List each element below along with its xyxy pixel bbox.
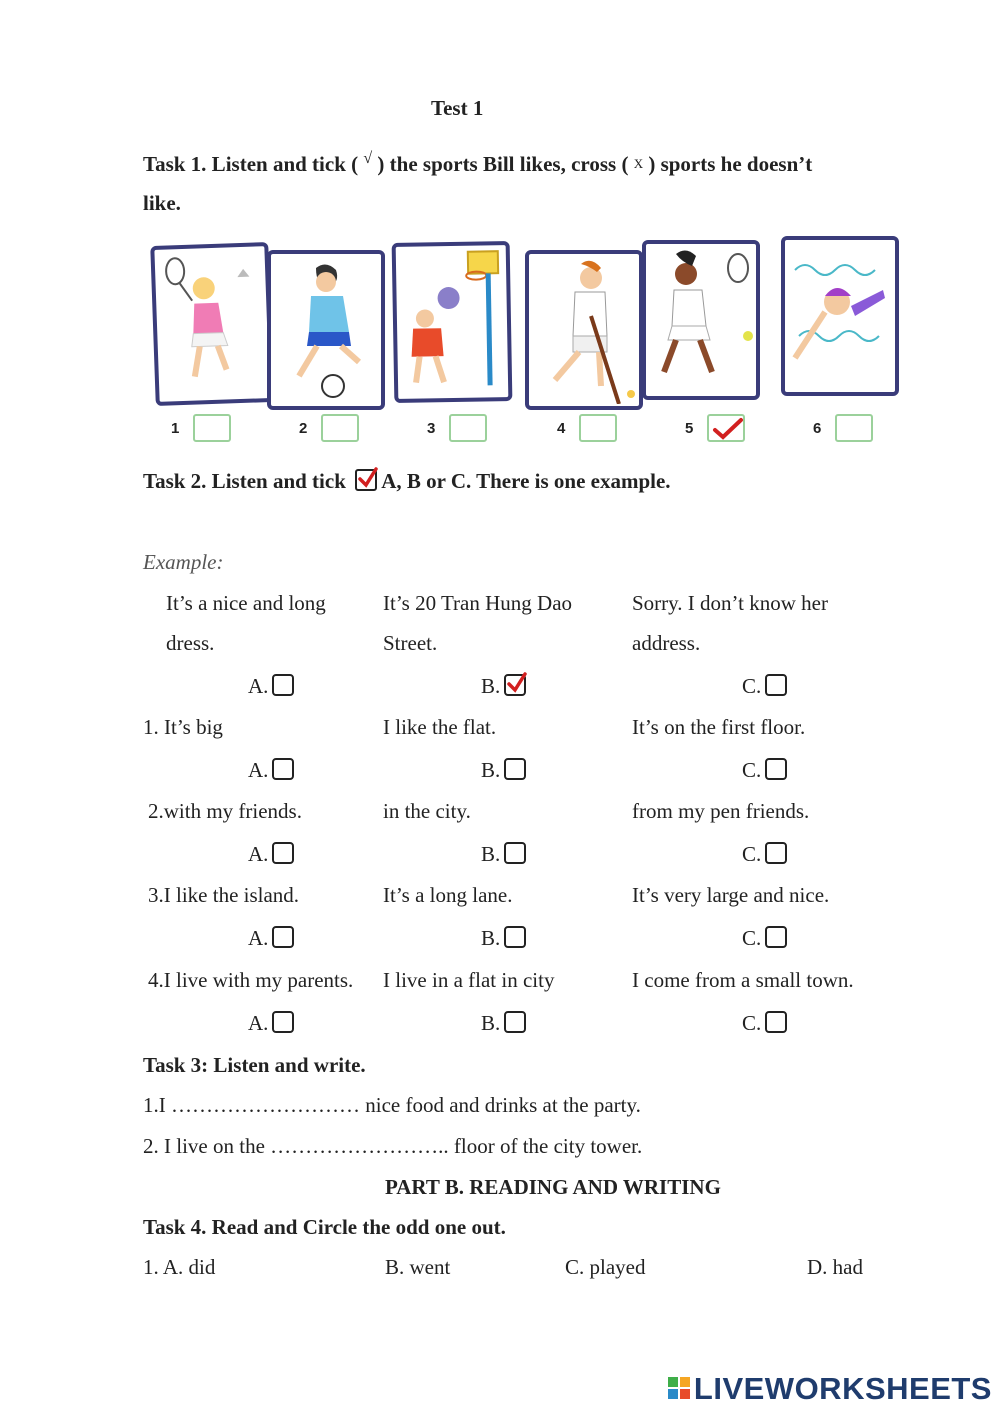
card-number-1: 1 <box>171 420 180 437</box>
choice-label: B. <box>481 842 501 866</box>
example-option-c-line1: Sorry. I don’t know her <box>632 591 828 615</box>
logo-grid-icon <box>668 1377 692 1401</box>
checkbox[interactable] <box>272 1011 294 1033</box>
page-title: Test 1 <box>431 96 484 120</box>
tennis-card <box>642 240 760 400</box>
cross-symbol-icon: X <box>633 156 644 171</box>
card-number-5: 5 <box>685 420 694 437</box>
answer-box-2[interactable] <box>321 414 359 442</box>
choice-label: B. <box>481 926 501 950</box>
checkbox[interactable] <box>765 842 787 864</box>
task3-heading: Task 3: Listen and write. <box>143 1053 366 1077</box>
choice-label: A. <box>248 842 269 866</box>
q1-option-c: It’s on the first floor. <box>632 715 806 739</box>
example-option-b-line1: It’s 20 Tran Hung Dao <box>383 591 573 615</box>
sports-image-strip <box>145 228 902 450</box>
example-option-b-line2: Street. <box>383 631 438 655</box>
answer-box-3[interactable] <box>449 414 487 442</box>
q4-choice-a <box>248 1011 294 1036</box>
checkmark-icon <box>709 416 745 442</box>
q2-choice-c <box>742 842 787 867</box>
q2-option-b: in the city. <box>383 799 471 823</box>
card-number-6: 6 <box>813 420 822 437</box>
checkbox[interactable] <box>272 842 294 864</box>
q3-choice-a <box>248 926 294 951</box>
task1-heading-line2: like. <box>143 191 181 215</box>
task1-middle: ) the sports Bill likes, cross ( <box>377 152 629 176</box>
task4-q1-option-b[interactable]: B. went <box>385 1255 451 1279</box>
card-number-3: 3 <box>427 420 436 437</box>
q2-option-a: 2.with my friends. <box>148 799 302 823</box>
choice-label: C. <box>742 1011 762 1035</box>
choice-label: C. <box>742 758 762 782</box>
q3-choice-b <box>481 926 526 951</box>
answer-box-6[interactable] <box>835 414 873 442</box>
checkbox[interactable] <box>504 842 526 864</box>
logo-text: LIVEWORKSHEETS <box>693 1371 992 1406</box>
q1-choice-c <box>742 758 787 783</box>
card-number-2: 2 <box>299 420 308 437</box>
badminton-card <box>150 242 274 406</box>
choice-label: B. <box>481 758 501 782</box>
choice-label: A. <box>248 674 269 698</box>
choice-label: A. <box>248 758 269 782</box>
q1-choice-a <box>248 758 294 783</box>
choice-label: C. <box>742 674 762 698</box>
q4-choice-b <box>481 1011 526 1036</box>
hockey-card <box>525 250 643 410</box>
example-choice-b <box>481 674 526 699</box>
tennis-player-icon <box>646 244 756 394</box>
q3-option-c: It’s very large and nice. <box>632 883 830 907</box>
q4-option-b: I live in a flat in city <box>383 968 555 992</box>
example-option-c-line2: address. <box>632 631 701 655</box>
task3-line-1[interactable]: 1.I ……………………… nice food and drinks at the party. <box>143 1093 641 1117</box>
answer-box-4[interactable] <box>579 414 617 442</box>
choice-label: B. <box>481 674 501 698</box>
q4-choice-c <box>742 1011 787 1036</box>
checkbox[interactable] <box>765 926 787 948</box>
football-card <box>267 250 385 410</box>
task2-heading-suffix: A, B or C. There is one example. <box>381 469 671 493</box>
checkbox[interactable] <box>272 926 294 948</box>
task4-q1-option-d[interactable]: D. had <box>807 1255 863 1279</box>
task1-prefix: Task 1. Listen and tick ( <box>143 152 359 176</box>
card-number-4: 4 <box>557 420 566 437</box>
task4-q1-option-c[interactable]: C. played <box>565 1255 646 1279</box>
q1-choice-b <box>481 758 526 783</box>
task2-heading-prefix: Task 2. Listen and tick <box>143 469 346 493</box>
checkmark-icon <box>504 670 530 696</box>
choice-label: A. <box>248 1011 269 1035</box>
part-b-heading: PART B. READING AND WRITING <box>385 1175 721 1199</box>
q3-choice-c <box>742 926 787 951</box>
checkbox[interactable] <box>272 758 294 780</box>
choice-label: C. <box>742 842 762 866</box>
task1-heading <box>143 150 812 177</box>
answer-box-1[interactable] <box>193 414 231 442</box>
example-label: Example: <box>143 550 224 574</box>
choice-label: A. <box>248 926 269 950</box>
q2-option-c: from my pen friends. <box>632 799 810 823</box>
checkbox[interactable] <box>504 926 526 948</box>
checkbox[interactable] <box>504 1011 526 1033</box>
task4-heading: Task 4. Read and Circle the odd one out. <box>143 1215 506 1239</box>
q4-option-a: 4.I live with my parents. <box>148 968 354 992</box>
basketball-player-icon <box>396 245 509 397</box>
example-choice-a <box>248 674 294 699</box>
answer-box-5[interactable] <box>707 414 745 442</box>
checkbox[interactable] <box>272 674 294 696</box>
task1-suffix: ) sports he doesn’t <box>648 152 813 176</box>
checkbox-checked[interactable] <box>504 674 526 696</box>
q2-choice-a <box>248 842 294 867</box>
checkbox[interactable] <box>765 758 787 780</box>
liveworksheets-logo <box>668 1371 992 1407</box>
example-option-a-line1: It’s a nice and long <box>166 591 326 615</box>
basketball-card <box>392 241 513 403</box>
badminton-player-icon <box>154 246 269 400</box>
tick-symbol-icon: √ <box>363 150 373 167</box>
football-player-icon <box>271 254 381 404</box>
swimming-card <box>781 236 899 396</box>
swimmer-icon <box>785 240 895 390</box>
checkbox[interactable] <box>765 1011 787 1033</box>
q4-option-c: I come from a small town. <box>632 968 854 992</box>
q3-option-a: 3.I like the island. <box>148 883 300 907</box>
example-choice-c <box>742 674 787 699</box>
task4-q1-option-a[interactable]: 1. A. did <box>143 1255 216 1279</box>
q1-option-b: I like the flat. <box>383 715 497 739</box>
q3-option-b: It’s a long lane. <box>383 883 513 907</box>
checkbox[interactable] <box>765 674 787 696</box>
example-option-a-line2: dress. <box>166 631 215 655</box>
q1-option-a: 1. It’s big <box>143 715 223 739</box>
choice-label: B. <box>481 1011 501 1035</box>
choice-label: C. <box>742 926 762 950</box>
q2-choice-b <box>481 842 526 867</box>
task2-heading <box>143 469 671 494</box>
task3-line-2[interactable]: 2. I live on the …………………….. floor of the city tower. <box>143 1134 643 1158</box>
checkbox[interactable] <box>504 758 526 780</box>
checked-box-icon <box>355 469 377 491</box>
hockey-player-icon <box>529 254 639 404</box>
